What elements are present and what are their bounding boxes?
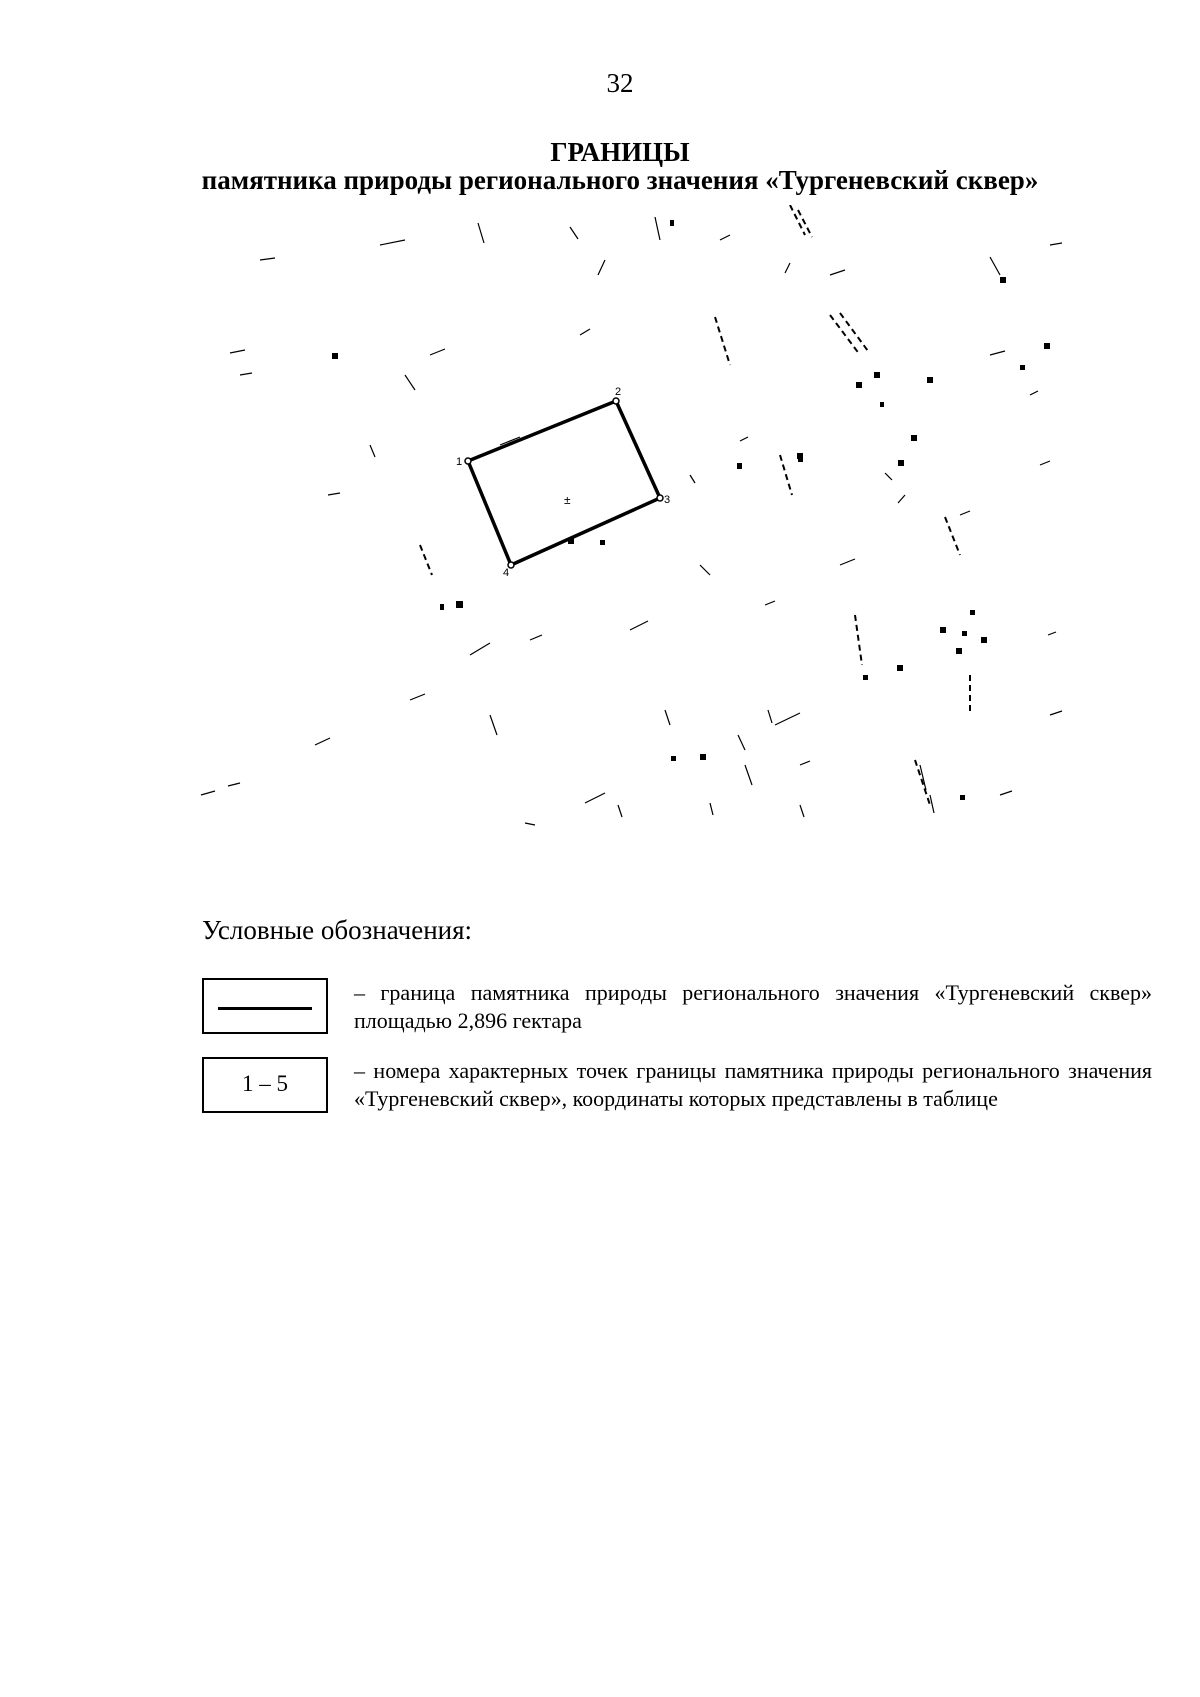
area-label: ± bbox=[564, 493, 571, 507]
legend-line-symbol bbox=[202, 978, 328, 1034]
background-building-dots bbox=[332, 220, 1050, 800]
boundary-map bbox=[200, 205, 1160, 905]
background-map-fragments bbox=[201, 217, 1062, 825]
page-number: 32 bbox=[606, 68, 634, 98]
legend-points-description: – номера характерных точек границы памятника природы регионального значения «Тургеневский сквер», координаты которых представлены в таблице bbox=[354, 1058, 1152, 1111]
boundary-point-label: 1 bbox=[456, 456, 463, 468]
boundary-line-sample bbox=[218, 1007, 312, 1010]
points-symbol-text: 1 – 5 bbox=[242, 1071, 288, 1096]
protected-area-boundary bbox=[456, 386, 670, 579]
page-subtitle: памятника природы регионального значения «Тургеневский сквер» bbox=[201, 165, 1039, 195]
map-canvas bbox=[200, 205, 1160, 905]
boundary-point-label: 4 bbox=[503, 567, 510, 579]
boundary-point-label: 3 bbox=[664, 494, 671, 506]
legend-points-symbol bbox=[202, 1057, 328, 1113]
boundary-point-label: 2 bbox=[615, 386, 622, 398]
legend-heading: Условные обозначения: bbox=[202, 915, 473, 945]
background-street-lines bbox=[420, 205, 970, 805]
page-title: ГРАНИЦЫ bbox=[550, 137, 690, 167]
legend-line-description: – граница памятника природы регионального значения «Тургеневский сквер» площадью 2,896 гектара bbox=[354, 980, 1152, 1033]
